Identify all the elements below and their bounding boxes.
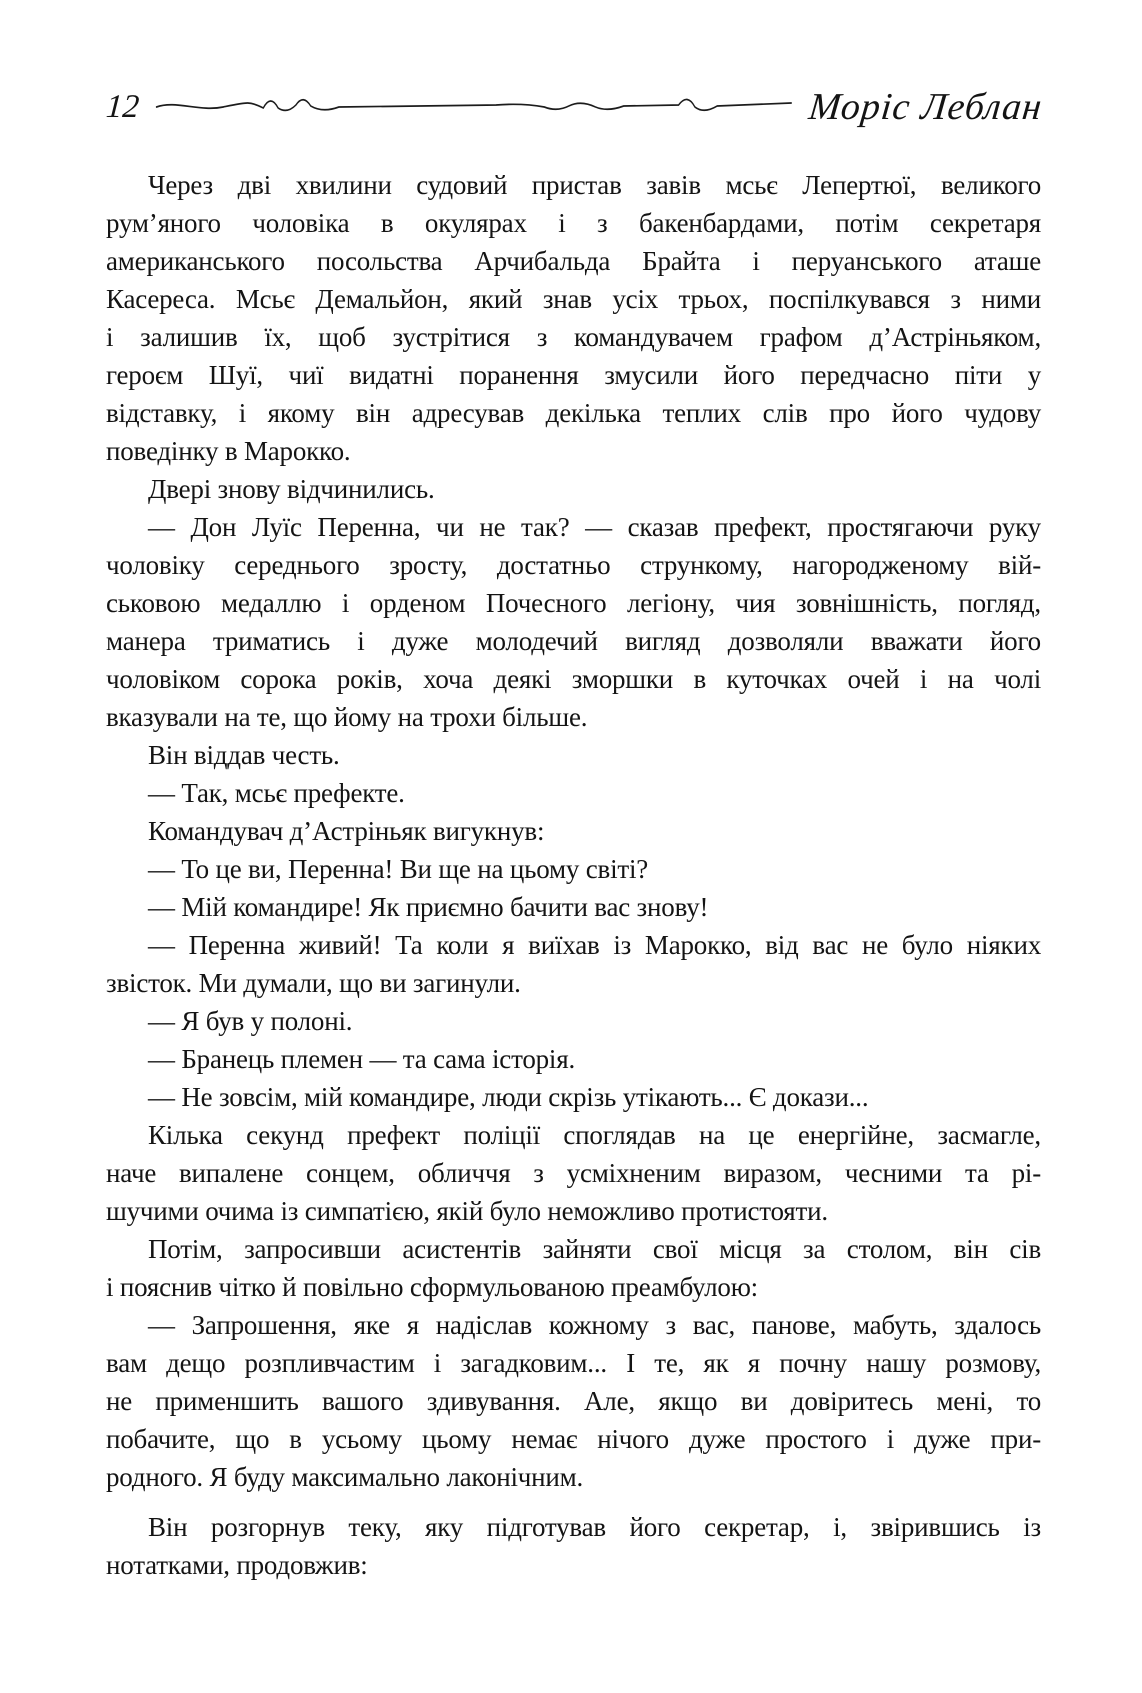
text-line: поведінку в Марокко. (106, 436, 351, 466)
text-line: — Перенна живий! Та коли я виїхав із Марокко, від вас не було ніяких (148, 930, 1041, 960)
text-body (106, 166, 1041, 1584)
text-line: — Мій командире! Як приємно бачити вас знову! (148, 892, 709, 922)
paragraph (106, 774, 1041, 812)
text-line: звісток. Ми думали, що ви загинули. (106, 968, 521, 998)
text-line: шучими очима із симпатією, якій було неможливо протистояти. (106, 1196, 828, 1226)
text-line: Через дві хвилини судовий пристав завів мсьє Лепертюї, великого (148, 170, 1041, 200)
author-name: Моріс Леблан (806, 86, 1045, 128)
paragraph (106, 736, 1041, 774)
text-line: чоловіком сорока років, хоча деякі зморшки в куточках очей і на чолі (106, 664, 1041, 694)
text-line: побачите, що в усьому цьому немає нічого дуже простого і дуже при- (106, 1424, 1041, 1454)
text-line: Командувач д’Астріньяк вигукнув: (148, 816, 545, 846)
text-line: — Я був у полоні. (148, 1006, 353, 1036)
text-line: вам дещо розпливчастим і загадковим... І те, як я почну нашу розмову, (106, 1348, 1041, 1378)
text-line: — Запрошення, яке я надіслав кожному з вас, панове, мабуть, здалось (148, 1310, 1041, 1340)
text-line: наче випалене сонцем, обличчя з усміхненим виразом, чесними та рі- (106, 1158, 1041, 1188)
paragraph (106, 1230, 1041, 1306)
page-number: 12 (104, 89, 141, 125)
text-line: Касереса. Мсьє Демальйон, який знав усіх трьох, поспілкувався з ними (106, 284, 1041, 314)
text-line: родного. Я буду максимально лаконічним. (106, 1462, 584, 1492)
text-line: нотатками, продовжив: (106, 1550, 368, 1580)
paragraph (106, 1002, 1041, 1040)
text-line: героєм Шуї, чиї видатні поранення змусили його передчасно піти у (106, 360, 1041, 390)
text-line: Потім, запросивши асистентів зайняти свої місця за столом, він сів (148, 1234, 1041, 1264)
paragraph (106, 1040, 1041, 1078)
text-line: ськовою медаллю і орденом Почесного легіону, чия зовнішність, погляд, (106, 588, 1041, 618)
text-line: Кілька секунд префект поліції споглядав на це енергійне, засмагле, (148, 1120, 1041, 1150)
text-line: не применшить вашого здивування. Але, якщо ви довіритесь мені, то (106, 1386, 1041, 1416)
text-line: і залишив їх, щоб зустрітися з командувачем графом д’Астріньяком, (106, 322, 1041, 352)
text-line: американського посольства Арчибальда Брайта і перуанського аташе (106, 246, 1041, 276)
paragraph (106, 470, 1041, 508)
paragraph (106, 926, 1041, 1002)
text-line: — Так, мсьє префекте. (148, 778, 405, 808)
paragraph (106, 1306, 1041, 1496)
paragraph (106, 166, 1041, 470)
text-line: — Дон Луїс Перенна, чи не так? — сказав префект, простягаючи руку (148, 512, 1041, 542)
paragraph (106, 1078, 1041, 1116)
text-line: відставку, і якому він адресував декілька теплих слів про його чудову (106, 398, 1041, 428)
paragraph (106, 812, 1041, 850)
text-line: чоловіку середнього зросту, достатньо стрункому, нагородженому вій- (106, 550, 1041, 580)
paragraph (106, 1508, 1041, 1584)
text-line: вказували на те, що йому на трохи більше. (106, 702, 588, 732)
text-line: манера триматись і дуже молодечий вигляд дозволяли вважати його (106, 626, 1041, 656)
paragraph (106, 888, 1041, 926)
paragraph (106, 508, 1041, 736)
text-line: Він віддав честь. (148, 740, 340, 770)
page-header (104, 86, 1045, 128)
text-line: — То це ви, Перенна! Ви ще на цьому світі? (148, 854, 649, 884)
paragraph (106, 850, 1041, 888)
text-line: — Бранець племен — та сама історія. (148, 1044, 576, 1074)
decorative-rule (155, 90, 793, 120)
text-line: рум’яного чоловіка в окулярах і з бакенбардами, потім секретаря (106, 208, 1041, 238)
text-line: — Не зовсім, мій командире, люди скрізь утікають... Є докази... (148, 1082, 869, 1112)
text-line: Він розгорнув теку, яку підготував його секретар, і, звірившись із (148, 1512, 1041, 1542)
paragraph (106, 1116, 1041, 1230)
text-line: і пояснив чітко й повільно сформульованою преамбулою: (106, 1272, 758, 1302)
text-line: Двері знову відчинились. (148, 474, 435, 504)
